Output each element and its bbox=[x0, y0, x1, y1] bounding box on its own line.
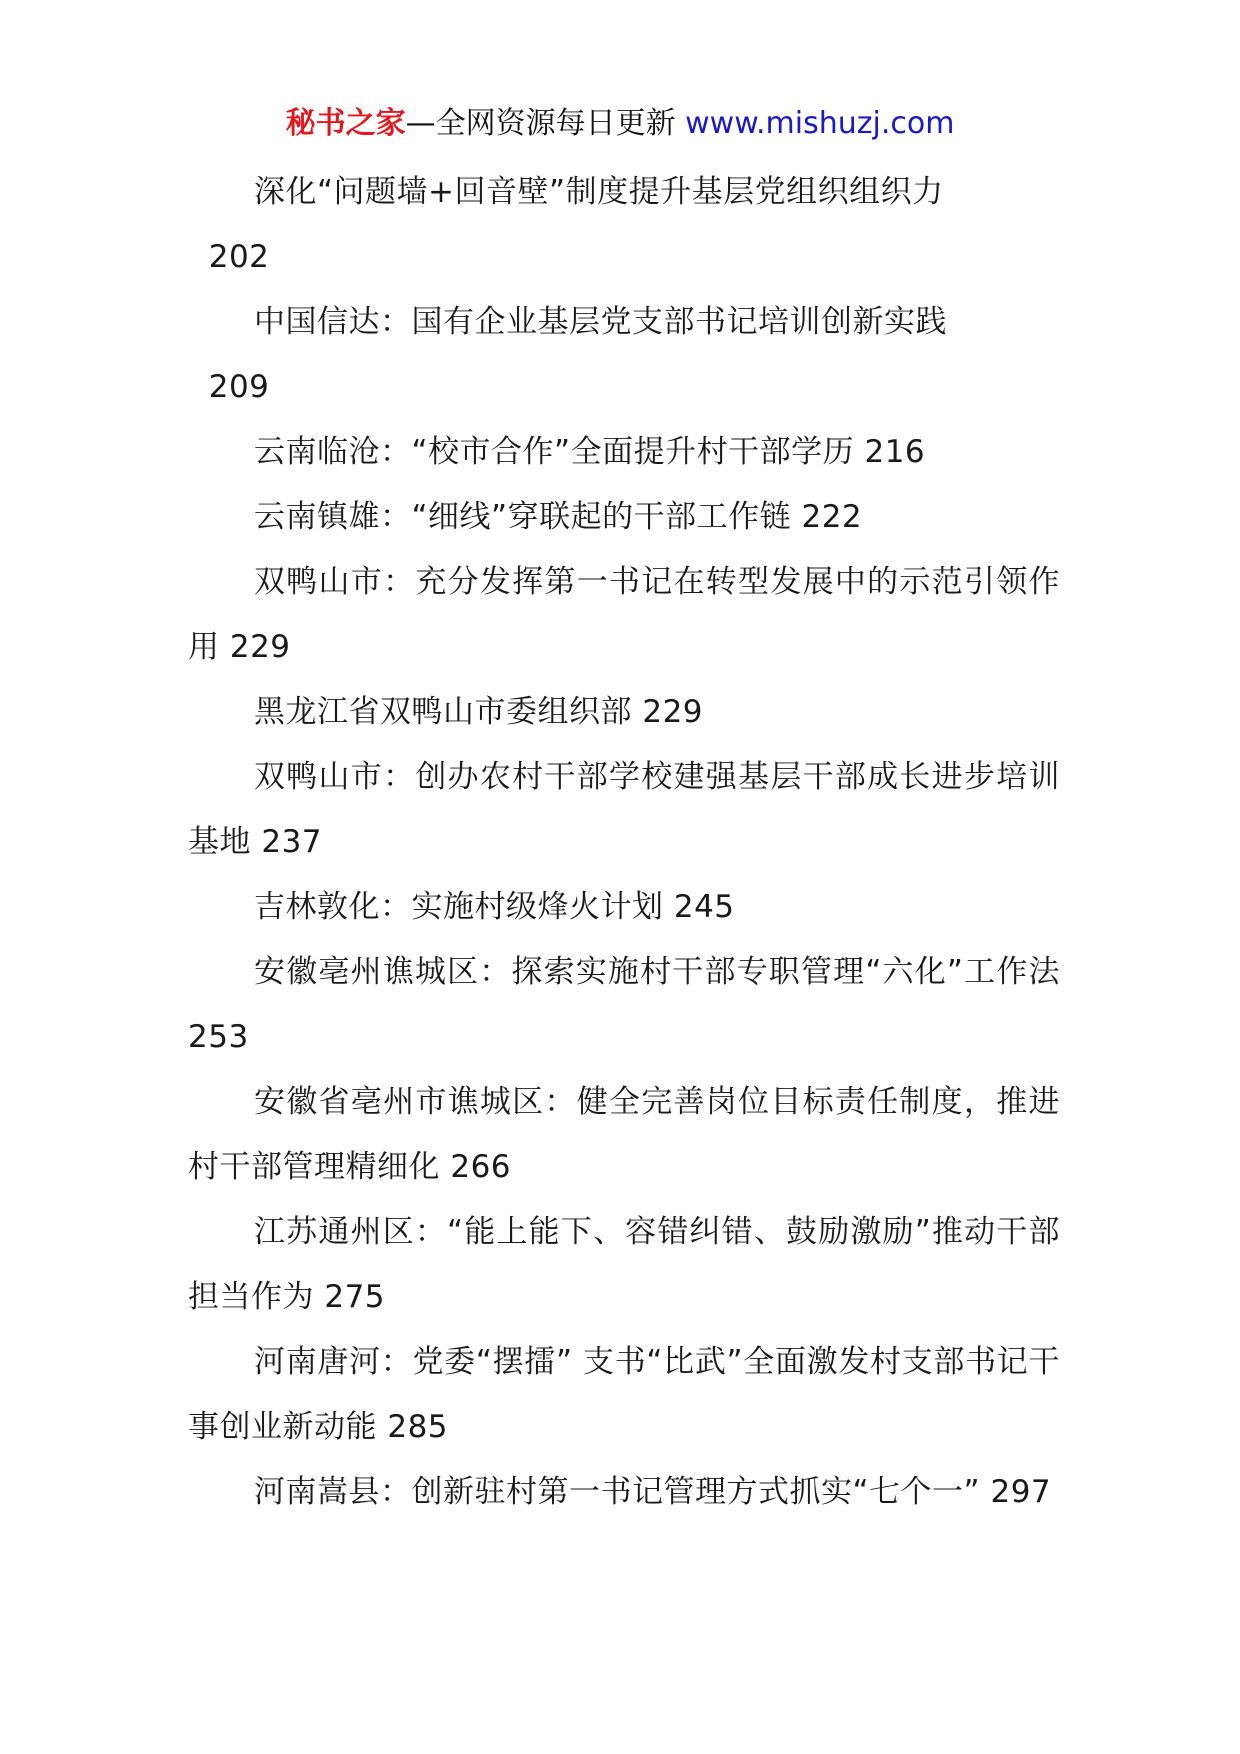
site-url-link[interactable]: www.mishuzj.com bbox=[685, 106, 955, 141]
toc-entry-title: 云南镇雄：“细线”穿联起的干部工作链 bbox=[254, 499, 792, 535]
toc-entry-page: 275 bbox=[324, 1279, 386, 1315]
toc-entry[interactable] bbox=[188, 745, 1060, 875]
toc-entry-page: 216 bbox=[864, 434, 926, 470]
page-header bbox=[0, 102, 1240, 146]
toc-entry-title: 双鸭山市：创办农村干部学校建强基层干部成长进步培训基地 bbox=[188, 759, 1060, 860]
toc-entry-page: 253 bbox=[188, 1019, 249, 1055]
toc-entry[interactable] bbox=[188, 680, 1060, 745]
toc-entry-page: 266 bbox=[450, 1149, 512, 1185]
toc-entry[interactable] bbox=[188, 1330, 1060, 1460]
toc-entry[interactable] bbox=[188, 940, 1060, 1070]
toc-entry[interactable] bbox=[188, 1200, 1060, 1330]
toc-entry-title: 河南唐河：党委“摆擂” 支书“比武”全面激发村支部书记干事创业新动能 bbox=[188, 1344, 1060, 1445]
toc-entry-page: 222 bbox=[801, 499, 863, 535]
toc-entry-page: 229 bbox=[229, 629, 291, 665]
toc-entry[interactable] bbox=[188, 875, 1060, 940]
brand-name: 秘书之家 bbox=[285, 106, 406, 141]
toc-entry-title: 云南临沧：“校市合作”全面提升村干部学历 bbox=[254, 434, 855, 470]
toc-entry[interactable] bbox=[188, 485, 1060, 550]
toc-entry-title: 双鸭山市：充分发挥第一书记在转型发展中的示范引领作用 bbox=[188, 564, 1060, 665]
header-slogan: —全网资源每日更新 bbox=[405, 106, 676, 141]
toc-entry-page: 245 bbox=[673, 889, 735, 925]
toc-entry-title: 黑龙江省双鸭山市委组织部 bbox=[254, 694, 632, 730]
toc-entry-page: 237 bbox=[261, 824, 323, 860]
toc-entry[interactable] bbox=[188, 1070, 1060, 1200]
toc-entry-title: 安徽省亳州市谯城区：健全完善岗位目标责任制度，推进村干部管理精细化 bbox=[188, 1084, 1060, 1185]
toc-entry[interactable] bbox=[188, 1460, 1060, 1525]
toc-entry[interactable] bbox=[188, 290, 1060, 420]
toc-entry-title: 中国信达：国有企业基层党支部书记培训创新实践 bbox=[254, 304, 947, 340]
toc-entry-page: 209 bbox=[208, 369, 270, 405]
toc-entry-title: 江苏通州区：“能上能下、容错纠错、鼓励激励”推动干部担当作为 bbox=[188, 1214, 1060, 1315]
toc-entry-page: 202 bbox=[208, 239, 270, 275]
toc-entry[interactable] bbox=[188, 550, 1060, 680]
toc-list bbox=[188, 160, 1060, 1525]
toc-entry-title: 吉林敦化：实施村级烽火计划 bbox=[254, 889, 664, 925]
toc-entry-title: 河南嵩县：创新驻村第一书记管理方式抓实“七个一” bbox=[254, 1474, 981, 1510]
toc-entry[interactable] bbox=[188, 160, 1060, 290]
toc-entry-page: 229 bbox=[642, 694, 704, 730]
toc-entry-title: 安徽亳州谯城区：探索实施村干部专职管理“六化”工作法 bbox=[254, 954, 1060, 990]
toc-entry-page: 297 bbox=[990, 1474, 1052, 1510]
toc-entry-page: 285 bbox=[387, 1409, 449, 1445]
toc-entry[interactable] bbox=[188, 420, 1060, 485]
toc-entry-title: 深化“问题墙+回音壁”制度提升基层党组织组织力 bbox=[254, 174, 944, 210]
